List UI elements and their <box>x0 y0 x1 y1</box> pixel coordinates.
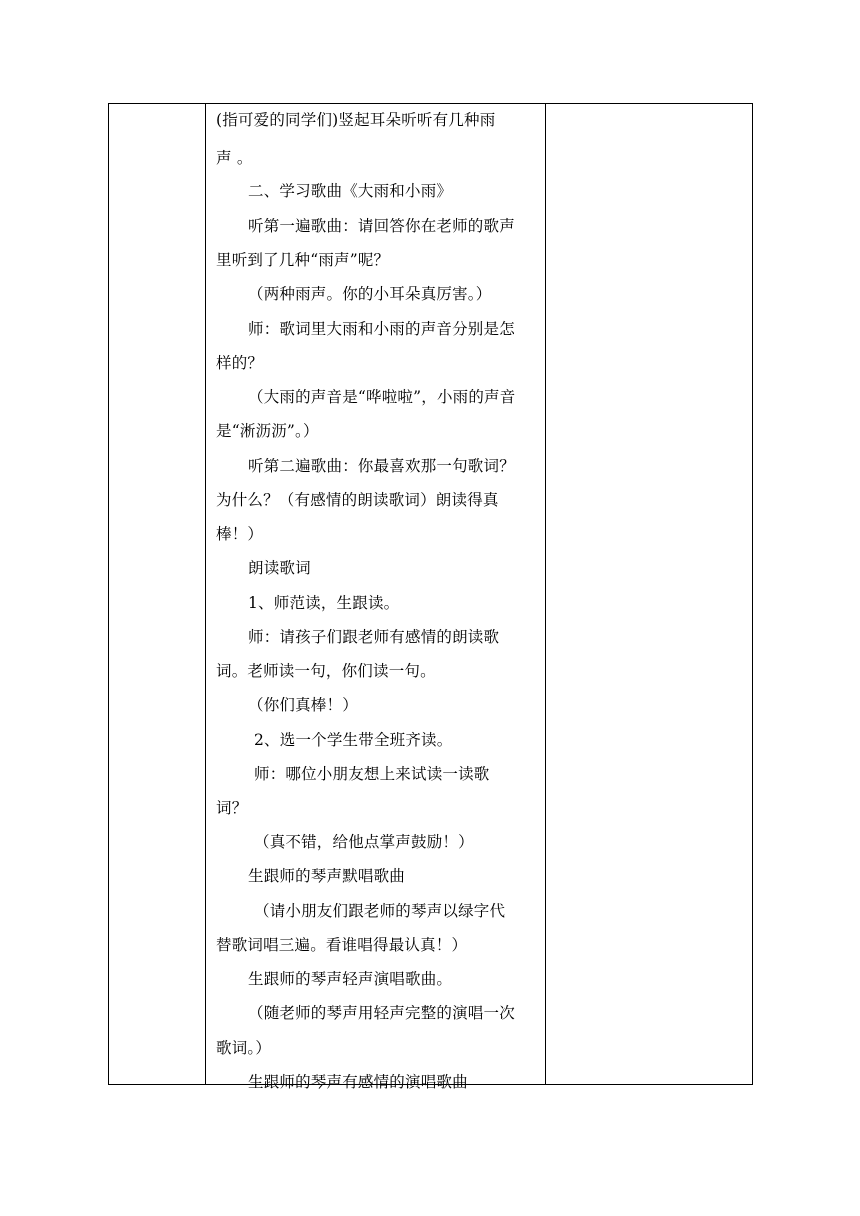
text-line: （两种雨声。你的小耳朵真厉害。） <box>248 285 492 303</box>
text-line: 听第一遍歌曲：请回答你在老师的歌声 <box>248 217 515 235</box>
section-heading: 二、学习歌曲《大雨和小雨》 <box>248 182 453 200</box>
text-line: 2、选一个学生带全班齐读。 <box>254 731 453 749</box>
text-line: 朗读歌词 <box>248 559 311 577</box>
text-line: 棒！） <box>216 525 264 543</box>
text-line: 词。老师读一句，你们读一句。 <box>216 662 436 680</box>
text-line: 为什么？（有感情的朗读歌词）朗读得真 <box>216 491 499 509</box>
text-line: 生跟师的琴声默唱歌曲 <box>248 867 406 885</box>
text-line: 声 。 <box>216 149 253 167</box>
text-line: （随老师的琴声用轻声完整的演唱一次 <box>248 1004 515 1022</box>
text-line: (指可爱的同学们)竖起耳朵听听有几种雨 <box>216 111 496 129</box>
text-line: 生跟师的琴声轻声演唱歌曲。 <box>248 970 453 988</box>
table-column-divider <box>205 104 206 1084</box>
text-line: 里听到了几种“雨声”呢？ <box>216 251 390 269</box>
text-line: 替歌词唱三遍。看谁唱得最认真！） <box>216 936 468 954</box>
text-line: 师：歌词里大雨和小雨的声音分别是怎 <box>248 320 515 338</box>
text-line: 1、师范读，生跟读。 <box>248 594 400 612</box>
text-line: （真不错，给他点掌声鼓励！） <box>254 833 474 851</box>
text-line: 听第二遍歌曲：你最喜欢那一句歌词？ <box>248 457 515 475</box>
text-line: 样的？ <box>216 354 264 372</box>
text-line: 歌词。） <box>216 1039 272 1057</box>
text-line: （你们真棒！） <box>248 696 358 714</box>
text-line: 师：哪位小朋友想上来试读一读歌 <box>254 765 490 783</box>
text-line: （大雨的声音是“哗啦啦”，小雨的声音 <box>248 388 516 406</box>
table-column-divider <box>545 104 546 1084</box>
text-line: 生跟师的琴声有感情的演唱歌曲 <box>248 1073 468 1091</box>
text-line: （请小朋友们跟老师的琴声以绿字代 <box>254 902 506 920</box>
text-line: 是“淅沥沥”。） <box>216 422 319 440</box>
text-line: 师：请孩子们跟老师有感情的朗读歌 <box>248 628 500 646</box>
text-line: 词？ <box>216 799 248 817</box>
